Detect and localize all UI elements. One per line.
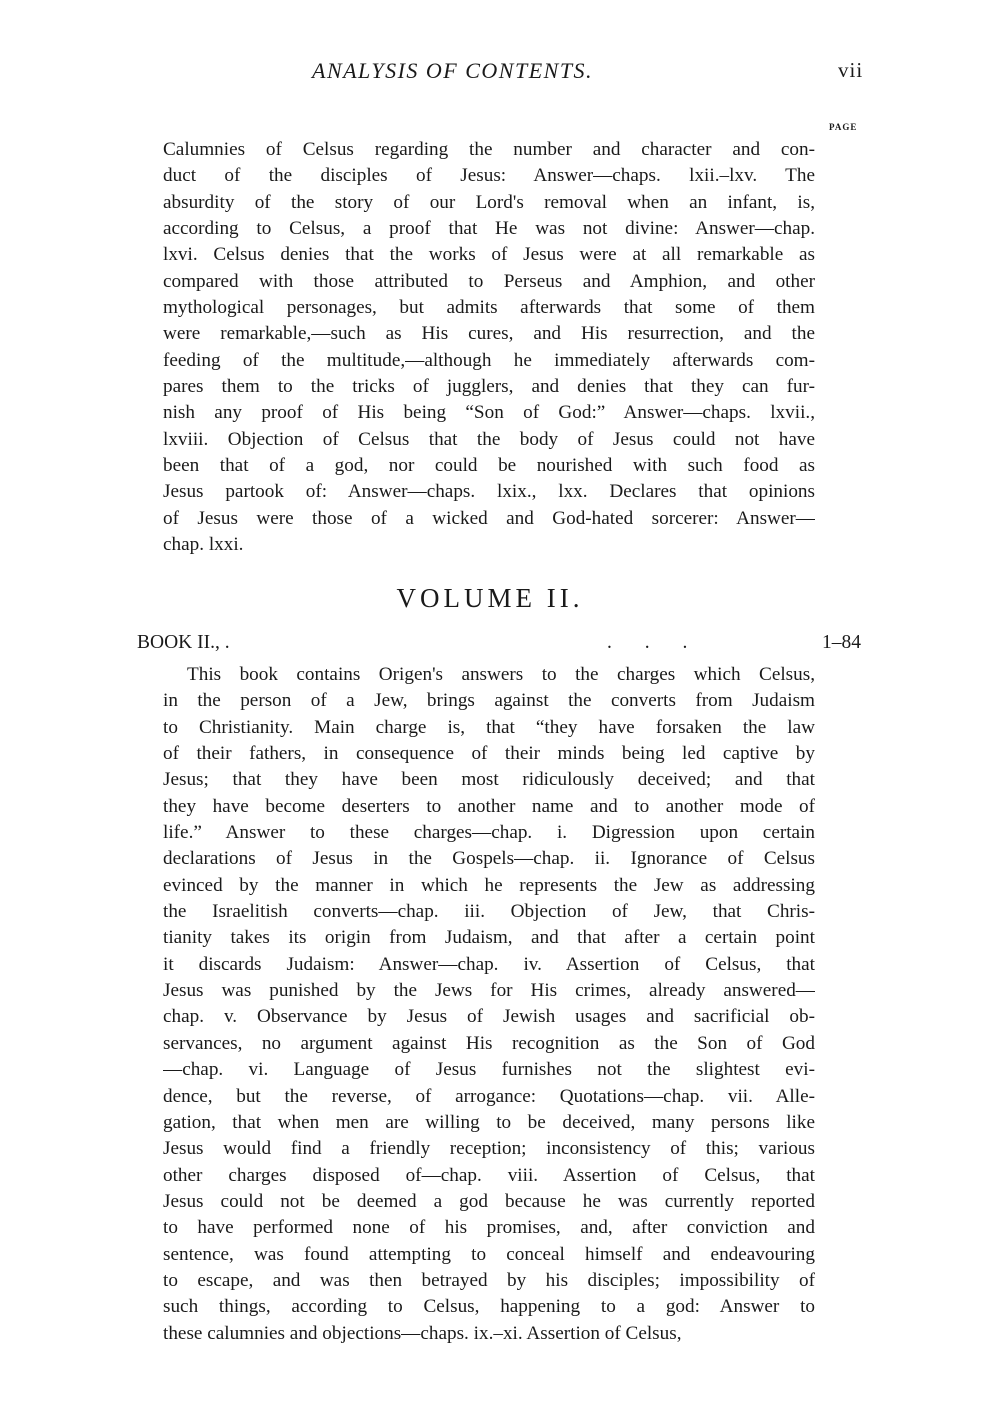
text-line: dence, but the reverse, of arrogance: Quotations—chap. vii. Alle- [163, 1085, 815, 1107]
text-line: been that of a god, nor could be nourished with such food as [163, 455, 815, 477]
text-line: sentence, was found attempting to conceal himself and endeavouring [163, 1243, 815, 1265]
text-line: feeding of the multitude,—although he immediately afterwards com- [163, 349, 815, 371]
text-line: tianity takes its origin from Judaism, and that after a certain point [163, 927, 815, 949]
text-line: in the person of a Jew, brings against the converts from Judaism [163, 690, 815, 712]
text-line: This book contains Origen's answers to the charges which Celsus, [187, 664, 815, 685]
text-line: such things, according to Celsus, happening to a god: Answer to [163, 1296, 815, 1318]
text-line: lxvi. Celsus denies that the works of Jesus were at all remarkable as [163, 244, 815, 266]
text-line: mythological personages, but admits afterwards that some of them [163, 297, 815, 319]
text-line: they have become deserters to another name and to another mode of [163, 795, 815, 817]
text-line: according to Celsus, a proof that He was not divine: Answer—chap. [163, 218, 815, 240]
text-line: Jesus was punished by the Jews for His crimes, already answered— [163, 980, 815, 1002]
text-line: of Jesus were those of a wicked and God-hated sorcerer: Answer— [163, 507, 815, 529]
text-line: pares them to the tricks of jugglers, and denies that they can fur- [163, 376, 815, 398]
text-line: to have performed none of his promises, and, after conviction and [163, 1217, 815, 1239]
text-line: it discards Judaism: Answer—chap. iv. Assertion of Celsus, that [163, 953, 815, 975]
text-line: servances, no argument against His recognition as the Son of God [163, 1032, 815, 1054]
book-label: BOOK II., . [137, 632, 230, 653]
text-line: chap. lxxi. [163, 534, 244, 556]
page-column-label: PAGE [829, 122, 858, 132]
book-pages: 1–84 [822, 632, 861, 653]
text-line: were remarkable,—such as His cures, and His resurrection, and the [163, 323, 815, 345]
text-line: to Christianity. Main charge is, that “they have forsaken the law [163, 716, 815, 738]
page-number: vii [838, 58, 864, 82]
text-line: compared with those attributed to Perseus and Amphion, and other [163, 270, 815, 292]
text-line: to escape, and was then betrayed by his disciples; impossibility of [163, 1269, 815, 1291]
volume-heading: VOLUME II. [396, 583, 584, 613]
text-line: the Israelitish converts—chap. iii. Objection of Jew, that Chris- [163, 901, 815, 923]
text-line: these calumnies and objections—chaps. ix.–xi. Assertion of Celsus, [163, 1322, 682, 1344]
text-line: life.” Answer to these charges—chap. i. Digression upon certain [163, 822, 815, 844]
text-line: Calumnies of Celsus regarding the number and character and con- [163, 139, 815, 160]
text-line: gation, that when men are willing to be deceived, many persons like [163, 1111, 815, 1133]
book-entry [137, 632, 861, 658]
paragraph-book-two-summary [163, 662, 815, 1347]
text-line: chap. v. Observance by Jesus of Jewish usages and sacrificial ob- [163, 1006, 815, 1028]
text-line: Jesus could not be deemed a god because he was currently reported [163, 1190, 815, 1212]
text-line: declarations of Jesus in the Gospels—chap. ii. Ignorance of Celsus [163, 848, 815, 870]
text-line: of their fathers, in consequence of their minds being led captive by [163, 743, 815, 765]
text-line: Jesus partook of: Answer—chaps. lxix., lxx. Declares that opinions [163, 481, 815, 503]
text-line: Jesus would find a friendly reception; inconsistency of this; various [163, 1138, 815, 1160]
text-line: evinced by the manner in which he represents the Jew as addressing [163, 874, 815, 896]
text-line: duct of the disciples of Jesus: Answer—chaps. lxii.–lxv. The [163, 165, 815, 187]
text-line: lxviii. Objection of Celsus that the body of Jesus could not have [163, 428, 815, 450]
leader-dots: . . . [607, 632, 688, 653]
running-title: ANALYSIS OF CONTENTS. [312, 58, 594, 83]
text-line: absurdity of the story of our Lord's removal when an infant, is, [163, 191, 815, 213]
text-line: nish any proof of His being “Son of God:” Answer—chaps. lxvii., [163, 402, 815, 424]
text-line: —chap. vi. Language of Jesus furnishes not the slightest evi- [163, 1059, 815, 1081]
text-line: other charges disposed of—chap. viii. Assertion of Celsus, that [163, 1164, 815, 1186]
text-line: Jesus; that they have been most ridiculously deceived; and that [163, 769, 815, 791]
paragraph-volume-one-summary [163, 137, 815, 559]
